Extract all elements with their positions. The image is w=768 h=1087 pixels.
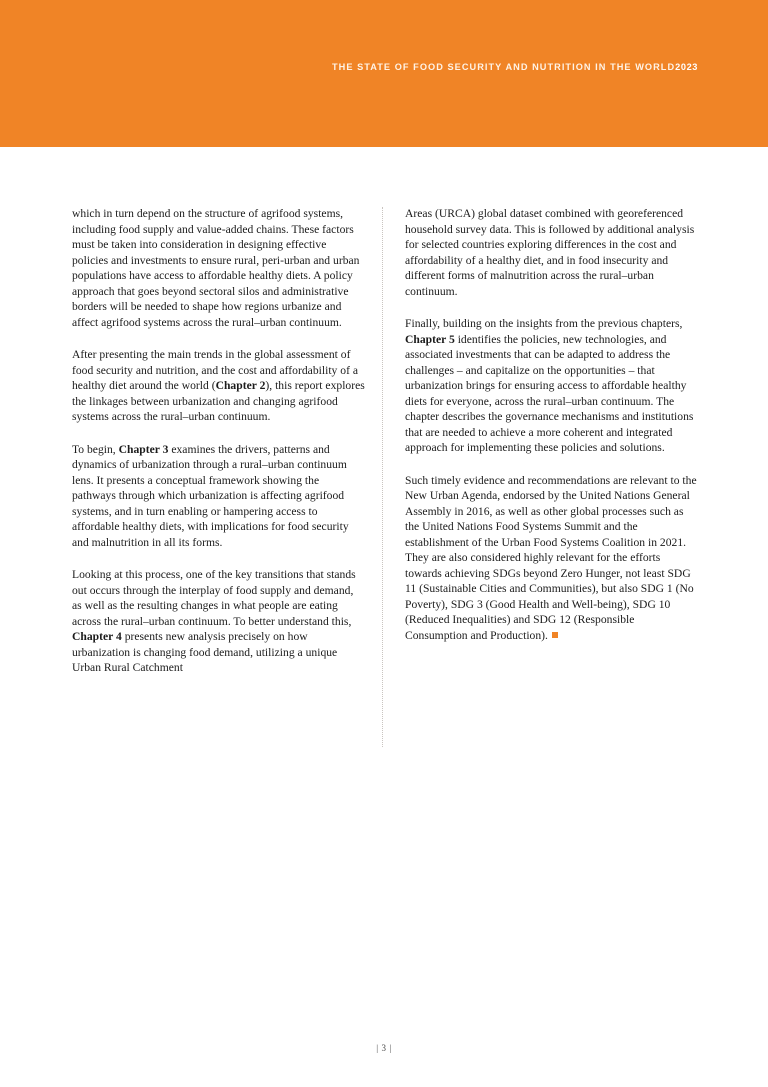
paragraph-left-4-part-b: presents new analysis precisely on how urbanization is changing food demand, utilizing a unique Urban Rural Catchment [72, 630, 338, 674]
chapter-2-reference: Chapter 2 [215, 379, 266, 392]
chapter-5-reference: Chapter 5 [405, 332, 455, 346]
chapter-3-reference: Chapter 3 [118, 442, 169, 456]
paragraph-left-4 [72, 567, 365, 676]
paragraph-left-2 [72, 347, 365, 425]
running-header-title [332, 63, 698, 72]
paragraph-left-3-part-a: To begin, [72, 442, 119, 456]
left-text-column [72, 206, 365, 676]
header-band [0, 0, 768, 147]
chapter-4-reference: Chapter 4 [72, 630, 122, 643]
paragraph-left-4-part-a: Looking at this process, one of the key transitions that stands out occurs through the interplay of food supply and demand, as well as the resulting changes in what people are eating across the rural–urban continuum. To better understand this, [72, 568, 356, 628]
paragraph-left-3 [72, 442, 365, 551]
paragraph-left-2-part-b: ), this report explores the linkages between urbanization and changing agrifood systems across the rural–urban continuum. [72, 379, 365, 423]
page-number-footer: | 3 | [376, 1043, 392, 1053]
paragraph-right-2 [405, 316, 698, 456]
page-body [72, 206, 698, 676]
paragraph-right-1: Areas (URCA) global dataset combined with georeferenced household survey data. This is followed by additional analysis for selected countries exploring differences in the cost and affordability of a healthy diet, and in food insecurity and different forms of malnutrition across the rural–urban continuum. [405, 207, 695, 298]
running-header-title-text: THE STATE OF FOOD SECURITY AND NUTRITION IN THE WORLD [331, 62, 676, 72]
paragraph-left-3-part-b: examines the drivers, patterns and dynamics of urbanization through a rural–urban continuum lens. It presents a conceptual framework showing the pathways through which urbanization is affecting agrifood systems, and in turn enabling or hampering access to affordable healthy diets, with implications for food security and malnutrition in all its forms. [72, 442, 349, 549]
paragraph-right-3 [405, 473, 698, 644]
paragraph-right-3-text: Such timely evidence and recommendations are relevant to the New Urban Agenda, endorsed by the United Nations General Assembly in 2016, as well as other global processes such as the United Nations Food Systems Summit and the establishment of the Urban Food Systems Coalition in 2021. They are also considered highly relevant for the efforts towards achieving SDGs beyond Zero Hunger, not least SDG 11 (Sustainable Cities and Communities), but also SDG 1 (No Poverty), SDG 3 (Good Health and Well-being), SDG 10 (Reduced Inequalities) and SDG 12 (Responsible Consumption and Production). [405, 473, 697, 642]
paragraph-right-2-part-a: Finally, building on the insights from the previous chapters, [405, 317, 683, 330]
right-text-column [405, 206, 698, 643]
running-header-year: 2023 [675, 62, 698, 72]
paragraph-right-2-part-b: identifies the policies, new technologies, and associated investments that can be adapted to address the challenges – and capitalize on the opportunities – that urbanization brings for ensuring access to affordable healthy diets for everyone, across the rural–urban continuum. The chapter describes the governance mechanisms and institutions that are needed to achieve a more coherent and integrated approach for implementing these policies and solutions. [405, 332, 694, 454]
paragraph-left-2-part-a: After presenting the main trends in the global assessment of food security and nutrition, and the cost and affordability of a healthy diet around the world ( [72, 348, 359, 392]
end-of-section-marker-icon [552, 632, 558, 638]
paragraph-left-1: which in turn depend on the structure of agrifood systems, including food supply and value-added chains. These factors must be taken into consideration in designing effective policies and investments to ensure rural, peri-urban and urban populations have access to affordable healthy diets. A policy approach that goes beyond sectoral silos and administrative borders will be needed to shape how regions urbanize and affect agrifood systems across the rural–urban continuum. [72, 207, 360, 329]
